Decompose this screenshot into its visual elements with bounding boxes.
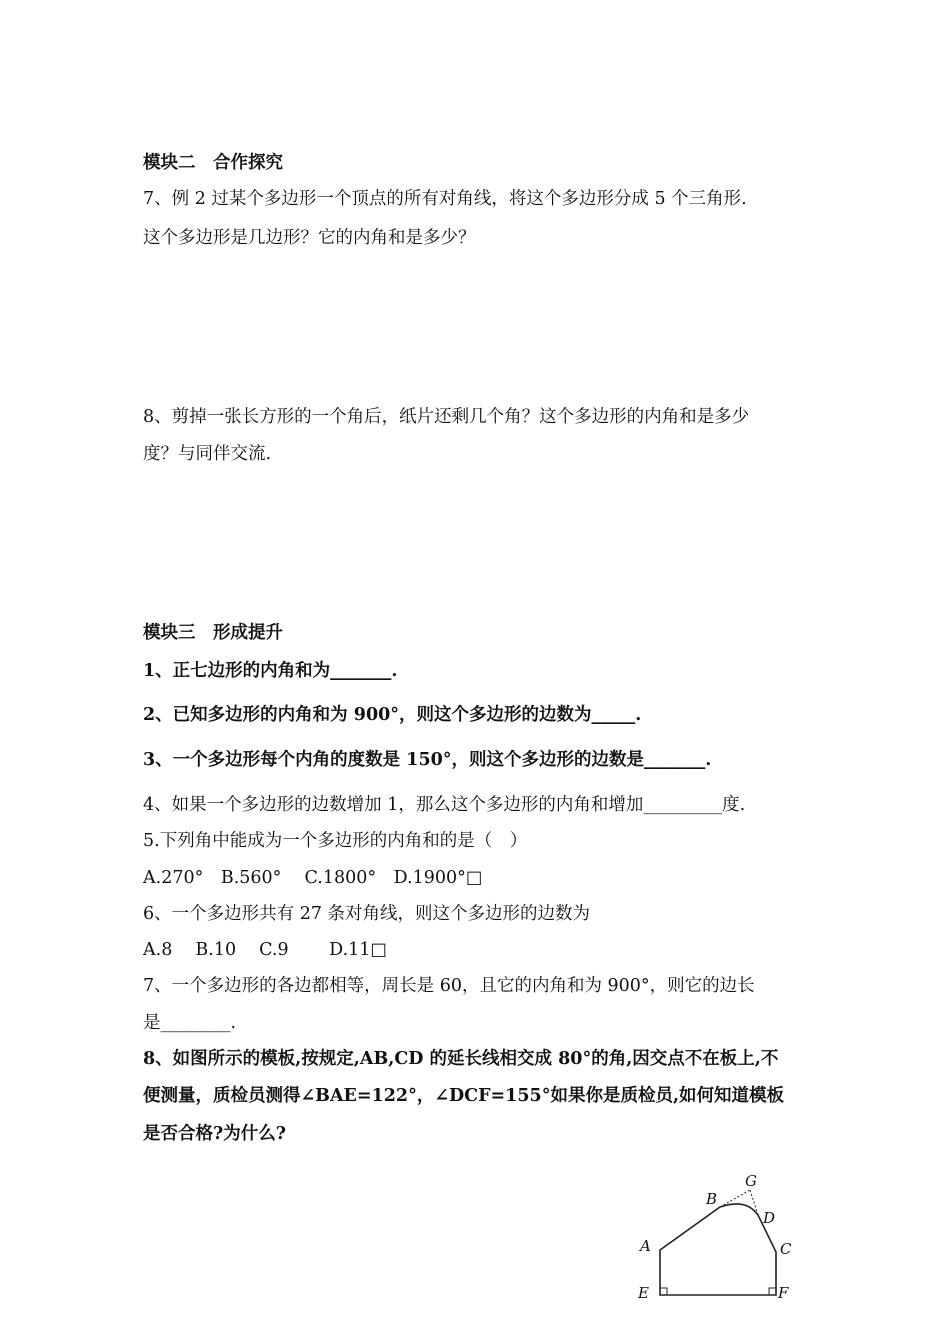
label-G: G	[745, 1172, 757, 1190]
figure-shape	[660, 1190, 776, 1295]
template-figure	[628, 1170, 798, 1300]
label-B: B	[706, 1190, 718, 1208]
m3-question-8-line3: 是否合格?为什么?	[143, 1124, 287, 1144]
label-E: E	[638, 1284, 649, 1300]
m3-question-7-line2: 是________.	[143, 1013, 237, 1033]
module3-heading: 模块三 形成提升	[143, 623, 283, 643]
label-C: C	[780, 1240, 792, 1258]
m2-question-8-line1: 8、剪掉一张长方形的一个角后，纸片还剩几个角？这个多边形的内角和是多少	[143, 407, 750, 427]
m3-question-8-line2: 便测量，质检员测得∠BAE=122°，∠DCF=155°如果你是质检员,如何知道模板	[143, 1086, 785, 1106]
label-F: F	[778, 1284, 789, 1300]
m3-question-1: 1、正七边形的内角和为_______.	[143, 661, 398, 681]
m3-question-4: 4、如果一个多边形的边数增加 1，那么这个多边形的内角和增加_________度.	[143, 795, 746, 815]
m3-question-8-line1: 8、如图所示的模板,按规定,AB,CD 的延长线相交成 80°的角,因交点不在板上,不	[143, 1049, 779, 1069]
m3-question-3: 3、一个多边形每个内角的度数是 150°，则这个多边形的边数是_______.	[143, 750, 712, 770]
m3-question-5-options: A.270° B.560° C.1800° D.1900°□	[143, 868, 483, 888]
m3-question-2: 2、已知多边形的内角和为 900°，则这个多边形的边数为_____.	[143, 705, 642, 725]
m2-question-7-line2: 这个多边形是几边形？它的内角和是多少？	[143, 228, 476, 248]
m3-question-6-options: A.8 B.10 C.9 D.11□	[143, 940, 387, 960]
m3-question-5: 5.下列角中能成为一个多边形的内角和的是（ ）	[143, 831, 528, 851]
m3-question-7-line1: 7、一个多边形的各边都相等，周长是 60，且它的内角和为 900°，则它的边长	[143, 976, 755, 996]
m3-question-6: 6、一个多边形共有 27 条对角线，则这个多边形的边数为	[143, 904, 591, 924]
m2-question-8-line2: 度？与同伴交流.	[143, 444, 272, 464]
label-D: D	[763, 1209, 776, 1227]
module2-heading: 模块二 合作探究	[143, 153, 283, 173]
label-A: A	[640, 1237, 651, 1255]
m2-question-7-line1: 7、例 2 过某个多边形一个顶点的所有对角线，将这个多边形分成 5 个三角形.	[143, 189, 747, 209]
